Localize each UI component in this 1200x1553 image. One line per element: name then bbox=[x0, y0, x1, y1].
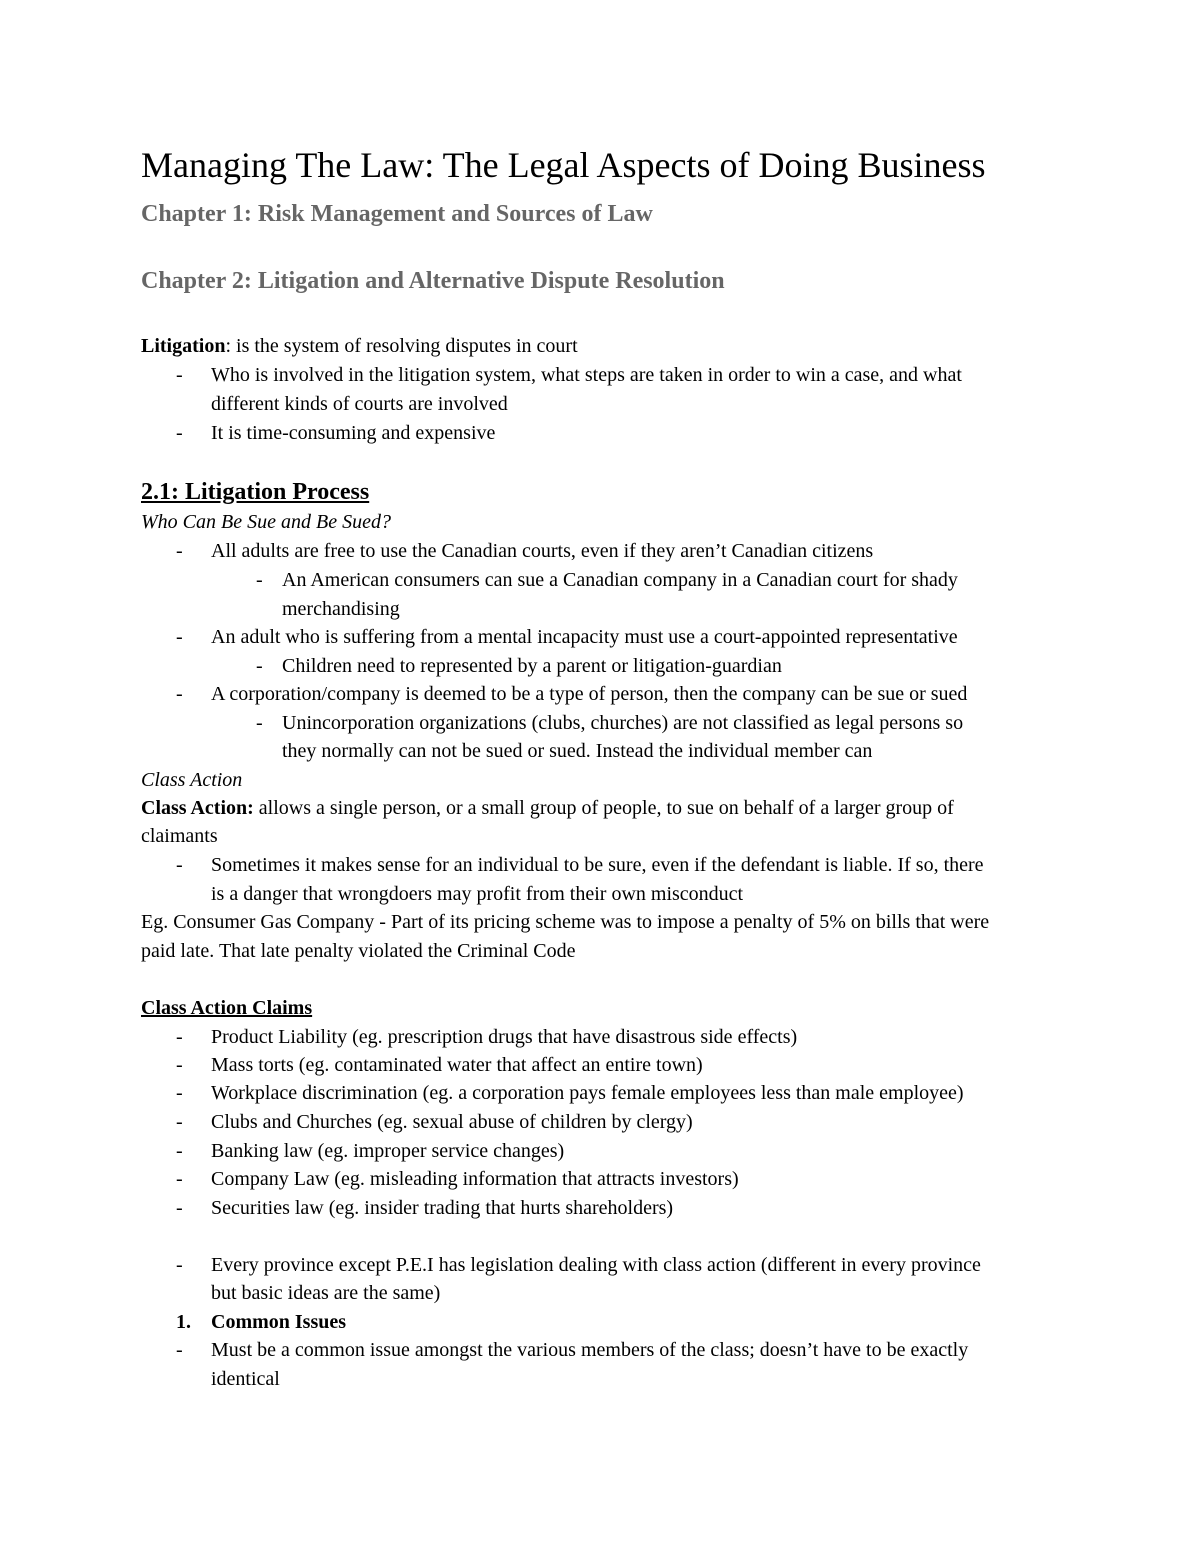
sue-bullet-1a-line-1: An American consumers can sue a Canadian company in a Canadian court for shady bbox=[282, 569, 958, 591]
example-line-2: paid late. That late penalty violated the Criminal Code bbox=[141, 940, 576, 962]
class-action-bullet-line-1: Sometimes it makes sense for an individual to be sure, even if the defendant is liable. If so, there bbox=[211, 854, 984, 876]
sue-bullet-3: A corporation/company is deemed to be a type of person, then the company can be sue or sued bbox=[211, 683, 968, 705]
bullet-dash: - bbox=[176, 1168, 183, 1190]
sue-bullet-1: All adults are free to use the Canadian courts, even if they aren’t Canadian citizens bbox=[211, 540, 874, 562]
litigation-definition-text: : is the system of resolving disputes in court bbox=[225, 335, 578, 357]
example-line-1: Eg. Consumer Gas Company - Part of its pricing scheme was to impose a penalty of 5% on bills that were bbox=[141, 911, 990, 933]
chapter-2-heading: Chapter 2: Litigation and Alternative Dispute Resolution bbox=[141, 268, 725, 294]
section-2-1-heading: 2.1: Litigation Process bbox=[141, 479, 370, 505]
bullet-dash: - bbox=[256, 569, 263, 591]
bullet-dash: - bbox=[176, 1054, 183, 1076]
bullet-dash: - bbox=[176, 1339, 183, 1361]
bullet-dash: - bbox=[176, 854, 183, 876]
claim-item: Company Law (eg. misleading information that attracts investors) bbox=[211, 1168, 739, 1190]
bullet-dash: - bbox=[176, 540, 183, 562]
bullet-dash: - bbox=[176, 683, 183, 705]
sue-bullet-3a-line-1: Unincorporation organizations (clubs, churches) are not classified as legal persons so bbox=[282, 712, 964, 734]
bullet-dash: - bbox=[176, 1140, 183, 1162]
bullet-dash: - bbox=[176, 1197, 183, 1219]
class-action-term: Class Action: bbox=[141, 797, 254, 819]
litigation-definition bbox=[141, 334, 578, 358]
bullet-dash: - bbox=[176, 1082, 183, 1104]
claim-item: Mass torts (eg. contaminated water that affect an entire town) bbox=[211, 1054, 703, 1076]
bullet-dash: - bbox=[256, 655, 263, 677]
sue-bullet-3a-line-2: they normally can not be sued or sued. Instead the individual member can bbox=[282, 740, 873, 762]
litigation-bullet-1-line-2: different kinds of courts are involved bbox=[211, 393, 508, 415]
province-note-line-2: but basic ideas are the same) bbox=[211, 1282, 441, 1304]
common-issues-line-2: identical bbox=[211, 1368, 280, 1390]
class-action-definition-line-2: claimants bbox=[141, 825, 218, 847]
province-note-line-1: Every province except P.E.I has legislation dealing with class action (different in every province bbox=[211, 1254, 981, 1276]
bullet-dash: - bbox=[176, 422, 183, 444]
bullet-dash: - bbox=[256, 712, 263, 734]
common-issues-line-1: Must be a common issue amongst the various members of the class; doesn’t have to be exactly bbox=[211, 1339, 969, 1361]
bullet-dash: - bbox=[176, 626, 183, 648]
bullet-dash: - bbox=[176, 1026, 183, 1048]
document-title: Managing The Law: The Legal Aspects of Doing Business bbox=[141, 145, 986, 185]
class-action-definition-text: allows a single person, or a small group of people, to sue on behalf of a larger group of bbox=[253, 797, 954, 819]
common-issues-heading: Common Issues bbox=[211, 1311, 347, 1333]
claim-item: Workplace discrimination (eg. a corporation pays female employees less than male employee) bbox=[211, 1082, 964, 1104]
litigation-term: Litigation bbox=[141, 335, 226, 357]
sue-bullet-2: An adult who is suffering from a mental incapacity must use a court-appointed representative bbox=[211, 626, 958, 648]
claim-item: Clubs and Churches (eg. sexual abuse of children by clergy) bbox=[211, 1111, 693, 1133]
litigation-bullet-1-line-1: Who is involved in the litigation system, what steps are taken in order to win a case, and what bbox=[211, 364, 962, 386]
who-can-sue-subheading: Who Can Be Sue and Be Sued? bbox=[141, 511, 391, 533]
claim-item: Securities law (eg. insider trading that hurts shareholders) bbox=[211, 1197, 674, 1219]
sue-bullet-1a-line-2: merchandising bbox=[282, 598, 400, 620]
class-action-claims-heading: Class Action Claims bbox=[141, 997, 313, 1019]
chapter-1-heading: Chapter 1: Risk Management and Sources of Law bbox=[141, 201, 653, 227]
claim-item: Product Liability (eg. prescription drugs that have disastrous side effects) bbox=[211, 1026, 798, 1048]
bullet-dash: - bbox=[176, 1111, 183, 1133]
claim-item: Banking law (eg. improper service changes) bbox=[211, 1140, 565, 1162]
class-action-bullet-line-2: is a danger that wrongdoers may profit from their own misconduct bbox=[211, 883, 744, 905]
class-action-subheading: Class Action bbox=[141, 769, 243, 791]
litigation-bullet-2: It is time-consuming and expensive bbox=[211, 422, 496, 444]
class-action-definition-line-1 bbox=[141, 796, 954, 820]
bullet-dash: - bbox=[176, 364, 183, 386]
bullet-dash: - bbox=[176, 1254, 183, 1276]
list-number: 1. bbox=[176, 1311, 191, 1333]
sue-bullet-2a: Children need to represented by a parent or litigation-guardian bbox=[282, 655, 782, 677]
